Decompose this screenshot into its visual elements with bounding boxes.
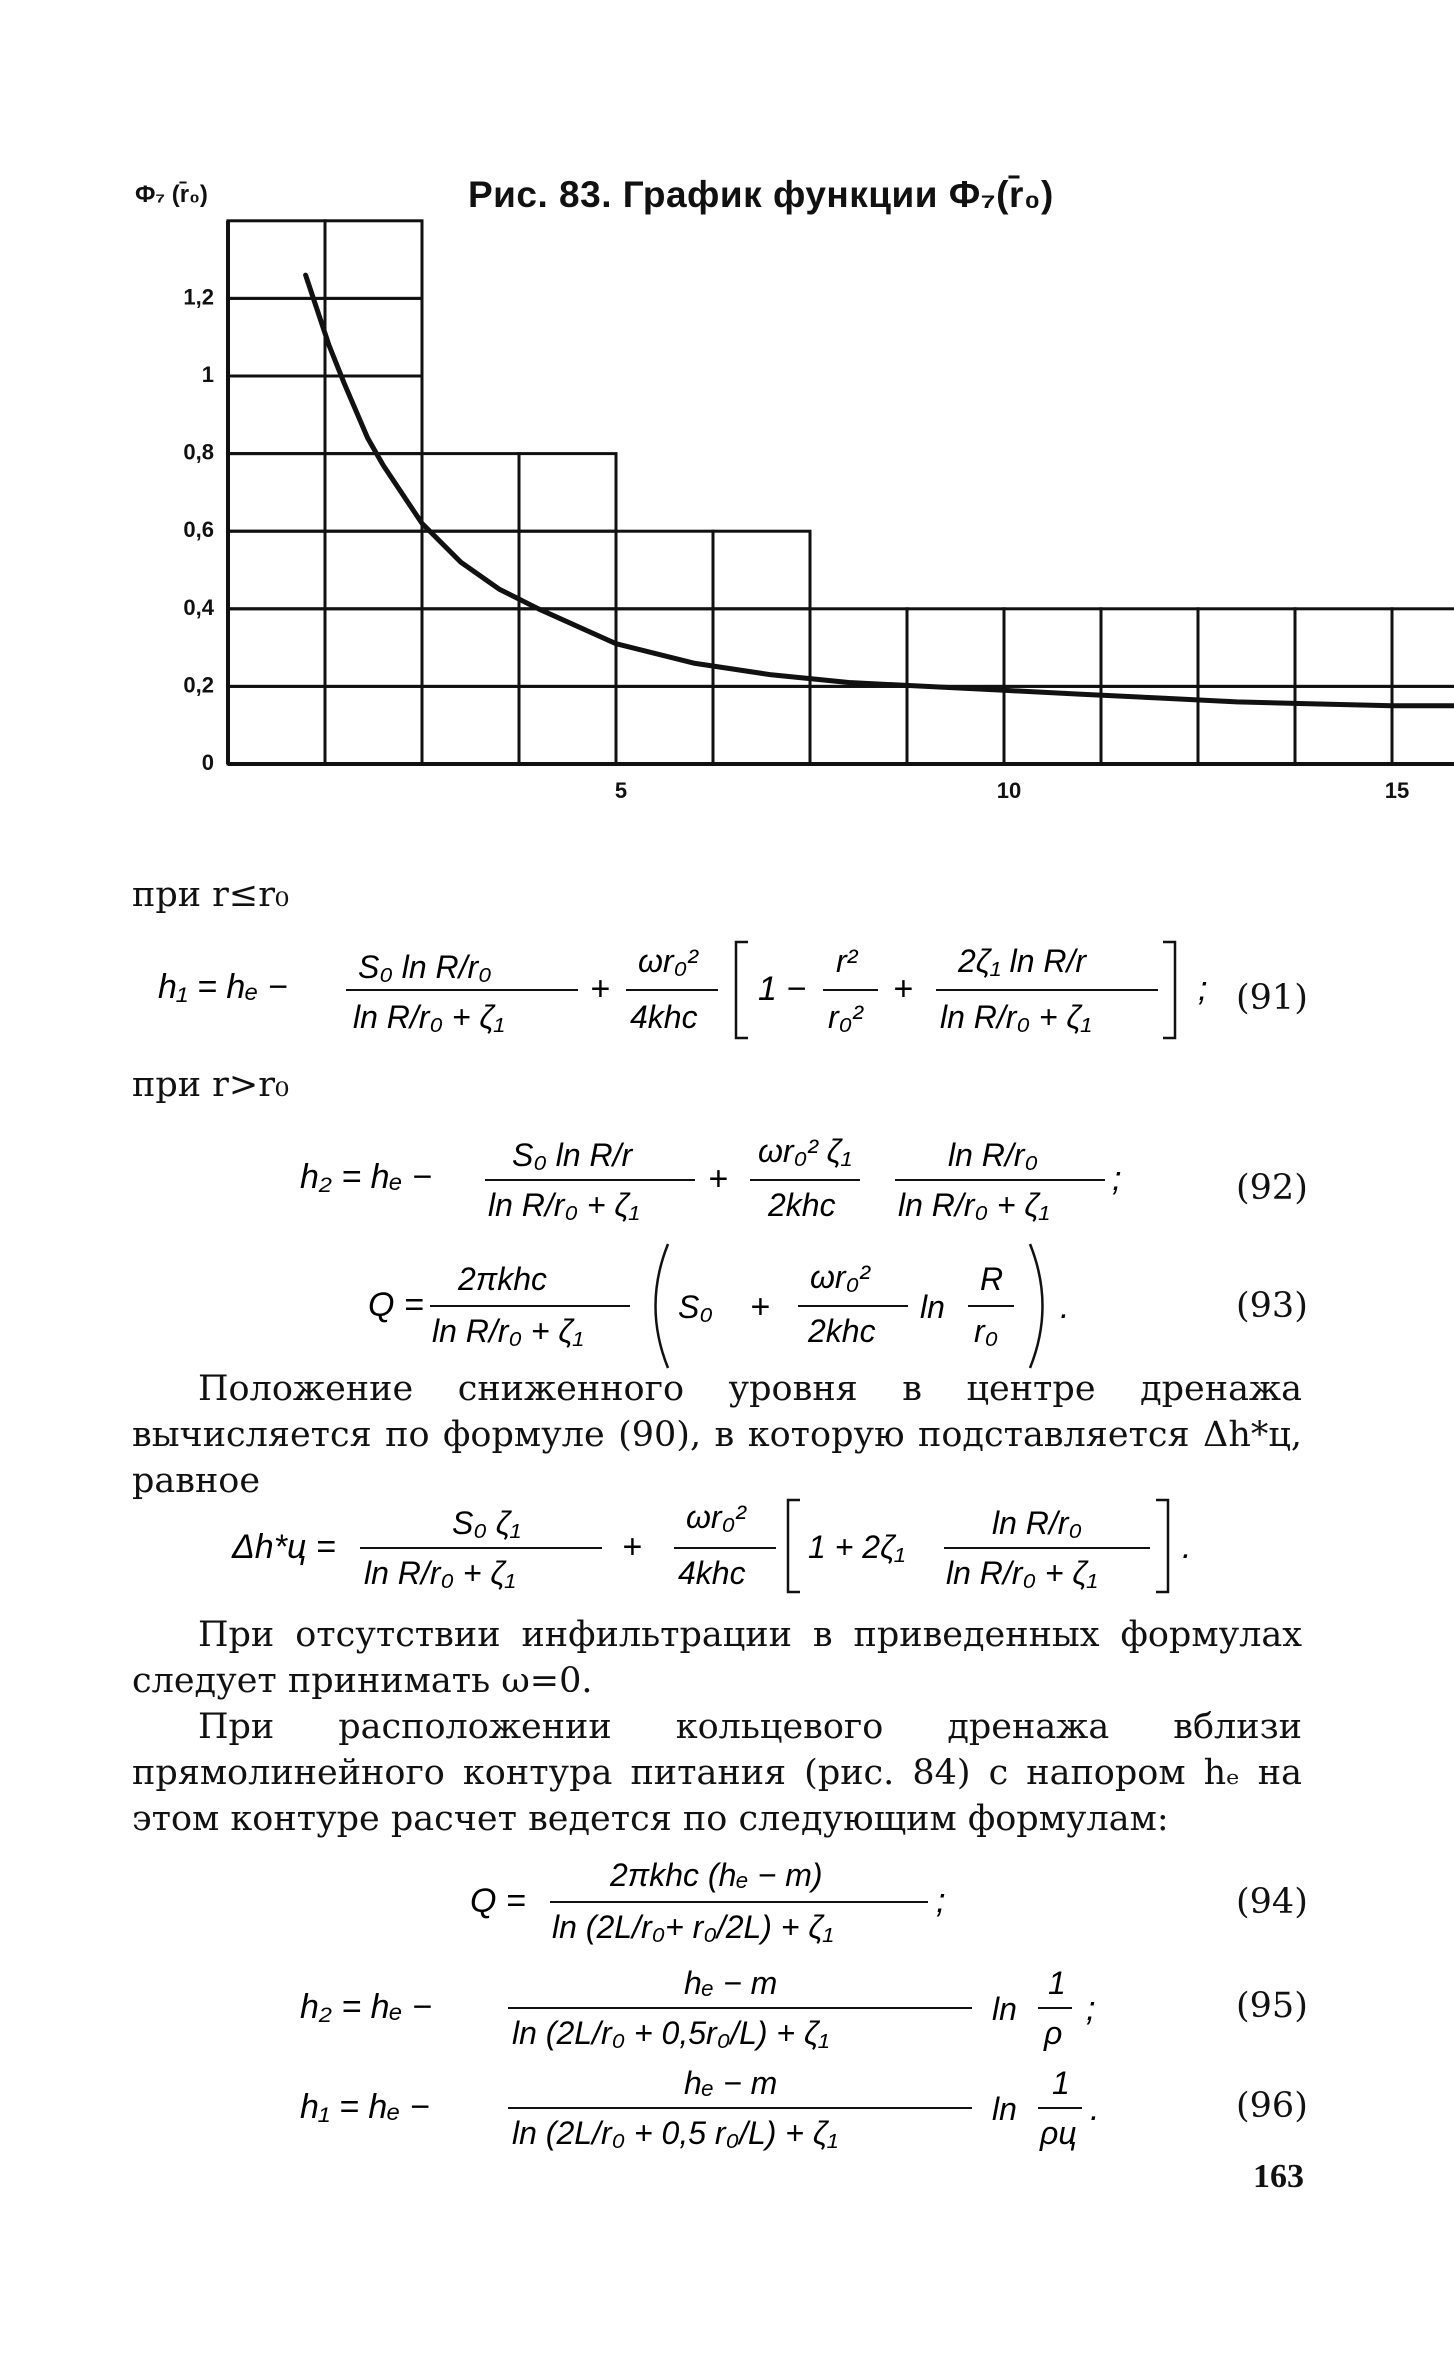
paragraph-2 [132, 1612, 1302, 1704]
grid-cell [907, 686, 1004, 764]
grid-cell [1295, 686, 1392, 764]
grid-cell [519, 686, 616, 764]
grid-cell [519, 531, 616, 609]
eq94-number: (94) [1236, 1882, 1308, 1922]
y-axis-label: Ф₇ (r̄₀) [135, 181, 208, 208]
condition-le: при r≤r₀ [132, 875, 290, 915]
svg-text:r₀: r₀ [974, 1313, 999, 1349]
svg-text:ln R/r₀ + ζ₁: ln R/r₀ + ζ₁ [898, 1187, 1050, 1223]
y-tick-label: 0 [201, 750, 214, 775]
y-tick-label: 0,2 [183, 672, 214, 698]
svg-text:+: + [708, 1160, 728, 1198]
svg-text:2πkhc: 2πkhc [458, 1261, 548, 1297]
svg-text:ln R/r₀: ln R/r₀ [992, 1505, 1082, 1541]
svg-text:1 + 2ζ₁: 1 + 2ζ₁ [808, 1529, 905, 1565]
y-tick-label: 1,2 [183, 284, 214, 310]
y-tick-label: 0,8 [183, 439, 214, 465]
eq92-lhs: h₂ = hₑ − [300, 1158, 432, 1196]
svg-text:ln (2L/r₀ + 0,5r₀/L) + ζ₁: ln (2L/r₀ + 0,5r₀/L) + ζ₁ [512, 2015, 829, 2051]
svg-text:ln R/r₀ + ζ₁: ln R/r₀ + ζ₁ [364, 1555, 516, 1591]
equation-93 [368, 1230, 1088, 1379]
grid-cell [519, 454, 616, 532]
eqdh-lhs: Δh*ц = [232, 1528, 336, 1566]
equation-94 [470, 1840, 990, 1959]
eq92-number: (92) [1236, 1168, 1308, 1208]
svg-text:ln (2L/r₀ + 0,5 r₀/L) + ζ₁: ln (2L/r₀ + 0,5 r₀/L) + ζ₁ [512, 2115, 838, 2151]
svg-text:2khc: 2khc [808, 1313, 876, 1349]
grid-cell [1392, 609, 1454, 687]
page-number: 163 [1253, 2158, 1304, 2195]
grid-cell [1004, 609, 1101, 687]
svg-text:+: + [893, 970, 913, 1008]
equation-92 [300, 1110, 1200, 1239]
svg-text:+: + [750, 1288, 770, 1326]
svg-text:ln: ln [992, 2091, 1017, 2127]
grid-cell [1295, 609, 1392, 687]
svg-text:4khc: 4khc [630, 999, 698, 1035]
svg-text:1 −: 1 − [758, 970, 807, 1008]
svg-text:ρц: ρц [1040, 2115, 1077, 2151]
grid-cell [325, 686, 422, 764]
grid-cell [907, 609, 1004, 687]
svg-text:2khc: 2khc [768, 1187, 836, 1223]
grid-cell [228, 609, 325, 687]
svg-text:S₀: S₀ [678, 1289, 713, 1325]
grid-cell [422, 609, 519, 687]
grid-cell [422, 454, 519, 532]
equation-dh [232, 1478, 1232, 1607]
grid-cell [810, 686, 907, 764]
grid-cell [1392, 686, 1454, 764]
svg-text:+: + [622, 1528, 642, 1566]
svg-text:ln R/r₀: ln R/r₀ [948, 1137, 1038, 1173]
svg-text:ln R/r₀ + ζ₁: ln R/r₀ + ζ₁ [940, 999, 1092, 1035]
eq96-lhs: h₁ = hₑ − [300, 2088, 430, 2126]
grid-cell [1101, 609, 1198, 687]
equation-96 [300, 2044, 1120, 2163]
grid-cell [810, 609, 907, 687]
y-tick-label: 0,4 [183, 594, 214, 620]
eq91-lhs: h₁ = hₑ − [158, 968, 288, 1006]
paragraph-1-text: Положение сниженного уровня в центре дренажа вычисляется по формуле (90), в которую подставляется Δh*ц, равное [132, 1369, 1302, 1501]
grid-cell [325, 298, 422, 376]
svg-text:;: ; [1198, 970, 1208, 1008]
svg-text:ln: ln [992, 1991, 1017, 2027]
svg-text:+: + [590, 970, 610, 1008]
grid-cell [422, 686, 519, 764]
grid-cell [228, 454, 325, 532]
svg-text:R: R [980, 1261, 1004, 1297]
svg-text:4khc: 4khc [678, 1555, 746, 1591]
eq96-number: (96) [1236, 2086, 1308, 2126]
paragraph-2-text: При отсутствии инфильтрации в приведенных формулах следует принимать ω=0. [132, 1615, 1302, 1701]
paragraph-3 [132, 1704, 1302, 1842]
grid-cell [616, 531, 713, 609]
svg-text:1: 1 [1048, 1965, 1066, 2001]
x-tick-label: 5 [614, 778, 628, 803]
svg-text:2ζ₁ ln R/r: 2ζ₁ ln R/r [958, 943, 1087, 979]
svg-text:S₀ ζ₁: S₀ ζ₁ [452, 1505, 521, 1541]
grid-cell [325, 531, 422, 609]
svg-text:ωr₀²: ωr₀² [638, 943, 698, 979]
svg-text:.: . [1090, 2090, 1100, 2128]
eq95-lhs: h₂ = hₑ − [300, 1988, 432, 2026]
svg-text:r²: r² [836, 943, 858, 979]
y-tick-label: 1 [201, 362, 214, 387]
grid-cell [325, 221, 422, 299]
grid-cell [325, 376, 422, 454]
x-tick-label: 15 [1384, 778, 1410, 803]
grid-cell [616, 686, 713, 764]
equation-91 [158, 920, 1308, 1059]
svg-text:hₑ − m: hₑ − m [684, 1965, 778, 2001]
grid-cell [1198, 686, 1295, 764]
y-tick-label: 0,6 [183, 517, 214, 543]
svg-text:ln R/r₀ + ζ₁: ln R/r₀ + ζ₁ [353, 999, 505, 1035]
svg-text:S₀ ln R/r₀: S₀ ln R/r₀ [358, 949, 492, 985]
grid-cell [325, 454, 422, 532]
svg-text:.: . [1182, 1528, 1192, 1566]
grid-cell [1004, 686, 1101, 764]
grid-cell [325, 609, 422, 687]
eq91-number: (91) [1236, 978, 1308, 1018]
svg-text:.: . [1060, 1288, 1070, 1326]
grid-cell [713, 531, 810, 609]
condition-gt: при r>r₀ [132, 1065, 290, 1105]
svg-text:;: ; [1112, 1160, 1122, 1198]
grid-cell [228, 531, 325, 609]
svg-text:r₀²: r₀² [828, 999, 863, 1035]
eq93-lhs: Q = [368, 1286, 424, 1324]
svg-text:ln: ln [920, 1289, 945, 1325]
grid-cell [713, 686, 810, 764]
eq94-lhs: Q = [470, 1882, 526, 1920]
svg-text:ln R/r₀ + ζ₁: ln R/r₀ + ζ₁ [432, 1313, 584, 1349]
svg-text:ωr₀²: ωr₀² [810, 1259, 870, 1295]
svg-text:ρ: ρ [1044, 2015, 1063, 2051]
grid-cell [228, 686, 325, 764]
svg-text:1: 1 [1052, 2065, 1070, 2101]
function-chart [0, 0, 1454, 840]
svg-text:ln (2L/r₀+ r₀/2L) + ζ₁: ln (2L/r₀+ r₀/2L) + ζ₁ [552, 1909, 834, 1945]
svg-text:ωr₀² ζ₁: ωr₀² ζ₁ [758, 1133, 852, 1169]
eq95-number: (95) [1236, 1986, 1308, 2026]
x-tick-label: 10 [996, 778, 1022, 803]
svg-text:;: ; [936, 1882, 946, 1920]
svg-text:ln R/r₀ + ζ₁: ln R/r₀ + ζ₁ [488, 1187, 640, 1223]
grid-cell [1198, 609, 1295, 687]
grid-cell [228, 376, 325, 454]
svg-text:ln R/r₀ + ζ₁: ln R/r₀ + ζ₁ [946, 1555, 1098, 1591]
svg-text:;: ; [1086, 1990, 1096, 2028]
grid-cell [228, 298, 325, 376]
figure-caption: Рис. 83. График функции Ф₇(r̄₀) [468, 174, 1054, 215]
svg-text:hₑ − m: hₑ − m [684, 2065, 778, 2101]
svg-text:S₀ ln R/r: S₀ ln R/r [512, 1137, 633, 1173]
svg-text:2πkhc (hₑ − m): 2πkhc (hₑ − m) [610, 1857, 823, 1893]
svg-text:ωr₀²: ωr₀² [686, 1499, 746, 1535]
eq93-number: (93) [1236, 1286, 1308, 1326]
paragraph-3-text: При расположении кольцевого дренажа вблизи прямолинейного контура питания (рис. 84) с напором hₑ на этом контуре расчет ведется по следующим формулам: [132, 1707, 1302, 1839]
function-curve [306, 275, 1454, 708]
